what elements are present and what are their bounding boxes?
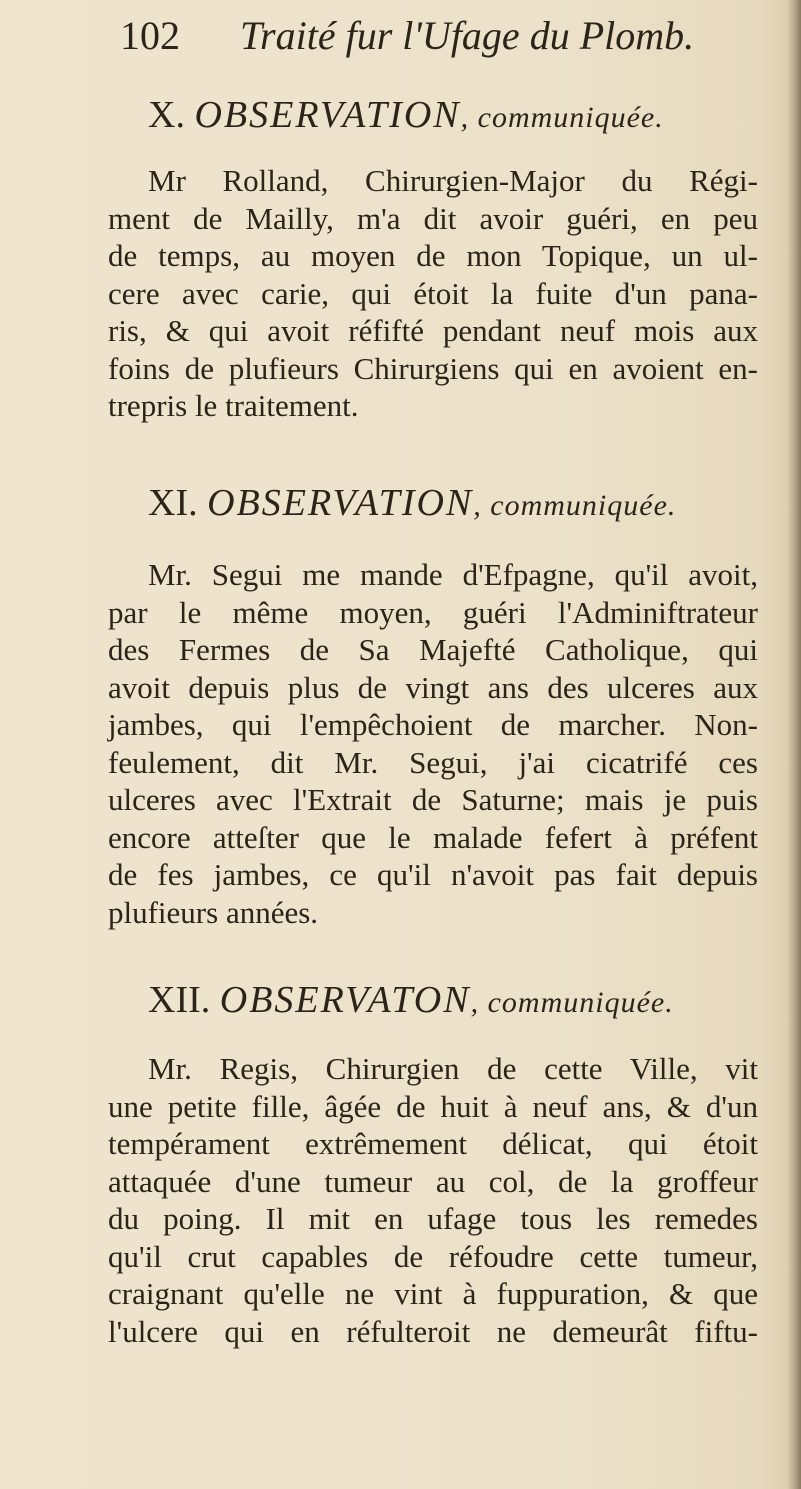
text-line: Mr Rolland, Chirurgien-Major du Régi- bbox=[148, 163, 758, 198]
text-line: de temps, au moyen de mon Topique, un ul- bbox=[108, 238, 758, 273]
text-line: qu'il crut capables de réfoudre cette tumeur, bbox=[108, 1238, 758, 1274]
heading-number: X. bbox=[148, 94, 185, 136]
text-line: Mr. Segui me mande d'Efpagne, qu'il avoit, bbox=[148, 557, 758, 592]
text-line: ment de Mailly, m'a dit avoir guéri, en peu bbox=[108, 200, 758, 236]
text-line: plufieurs années. bbox=[108, 894, 319, 930]
observation-heading-x bbox=[148, 90, 664, 143]
observation-heading-xi bbox=[148, 478, 676, 531]
text-line: craignant qu'elle ne vint à fuppuration, & que bbox=[108, 1276, 758, 1311]
text-line: cere avec carie, qui étoit la fuite d'un pana- bbox=[108, 275, 758, 311]
heading-title: OBSERVATION bbox=[207, 482, 474, 524]
text-line: ris, & qui avoit réfifté pendant neuf mois aux bbox=[108, 313, 758, 348]
text-line: jambes, qui l'empêchoient de marcher. Non- bbox=[108, 707, 758, 742]
text-line: avoit depuis plus de vingt ans des ulceres aux bbox=[108, 669, 758, 705]
heading-title: OBSERVATON bbox=[219, 979, 471, 1021]
text-line: du poing. Il mit en ufage tous les remedes bbox=[108, 1201, 758, 1236]
observation-text-xi bbox=[108, 556, 758, 931]
text-line: trepris le traitement. bbox=[108, 388, 359, 423]
text-line: foins de plufieurs Chirurgiens qui en avoient en- bbox=[108, 350, 758, 386]
text-line: feulement, dit Mr. Segui, j'ai cicatrifé ces bbox=[108, 744, 758, 780]
page-edge-shadow bbox=[787, 0, 801, 1489]
heading-suffix: , communiquée. bbox=[460, 101, 664, 134]
text-line: ulceres avec l'Extrait de Saturne; mais je puis bbox=[108, 782, 758, 817]
running-title: Traité fur l'Ufage du Plomb. bbox=[240, 13, 695, 58]
text-line: tempérament extrêmement délicat, qui étoit bbox=[108, 1126, 758, 1161]
text-line: Mr. Regis, Chirurgien de cette Ville, vit bbox=[148, 1051, 758, 1086]
text-line: par le même moyen, guéri l'Adminiftrateur bbox=[108, 594, 758, 630]
page-number: 102 bbox=[120, 13, 180, 58]
observation-heading-xii bbox=[148, 975, 674, 1028]
text-line: attaquée d'une tumeur au col, de la groffeur bbox=[108, 1163, 758, 1199]
heading-number: XI. bbox=[148, 482, 198, 524]
text-line: encore atteſter que le malade fefert à préfent bbox=[108, 819, 758, 855]
text-line: l'ulcere qui en réfulteroit ne demeurât fiftu- bbox=[108, 1313, 758, 1349]
text-line: de fes jambes, ce qu'il n'avoit pas fait depuis bbox=[108, 857, 758, 892]
heading-suffix: , communiquée. bbox=[470, 986, 674, 1019]
running-header bbox=[120, 8, 760, 64]
observation-text-xii bbox=[108, 1050, 758, 1350]
text-line: des Fermes de Sa Majefté Catholique, qui bbox=[108, 632, 758, 667]
heading-suffix: , communiquée. bbox=[473, 489, 677, 522]
heading-number: XII. bbox=[148, 979, 211, 1021]
heading-title: OBSERVATION bbox=[194, 94, 461, 136]
text-line: une petite fille, âgée de huit à neuf ans, & d'un bbox=[108, 1088, 758, 1124]
observation-text-x bbox=[108, 162, 758, 425]
